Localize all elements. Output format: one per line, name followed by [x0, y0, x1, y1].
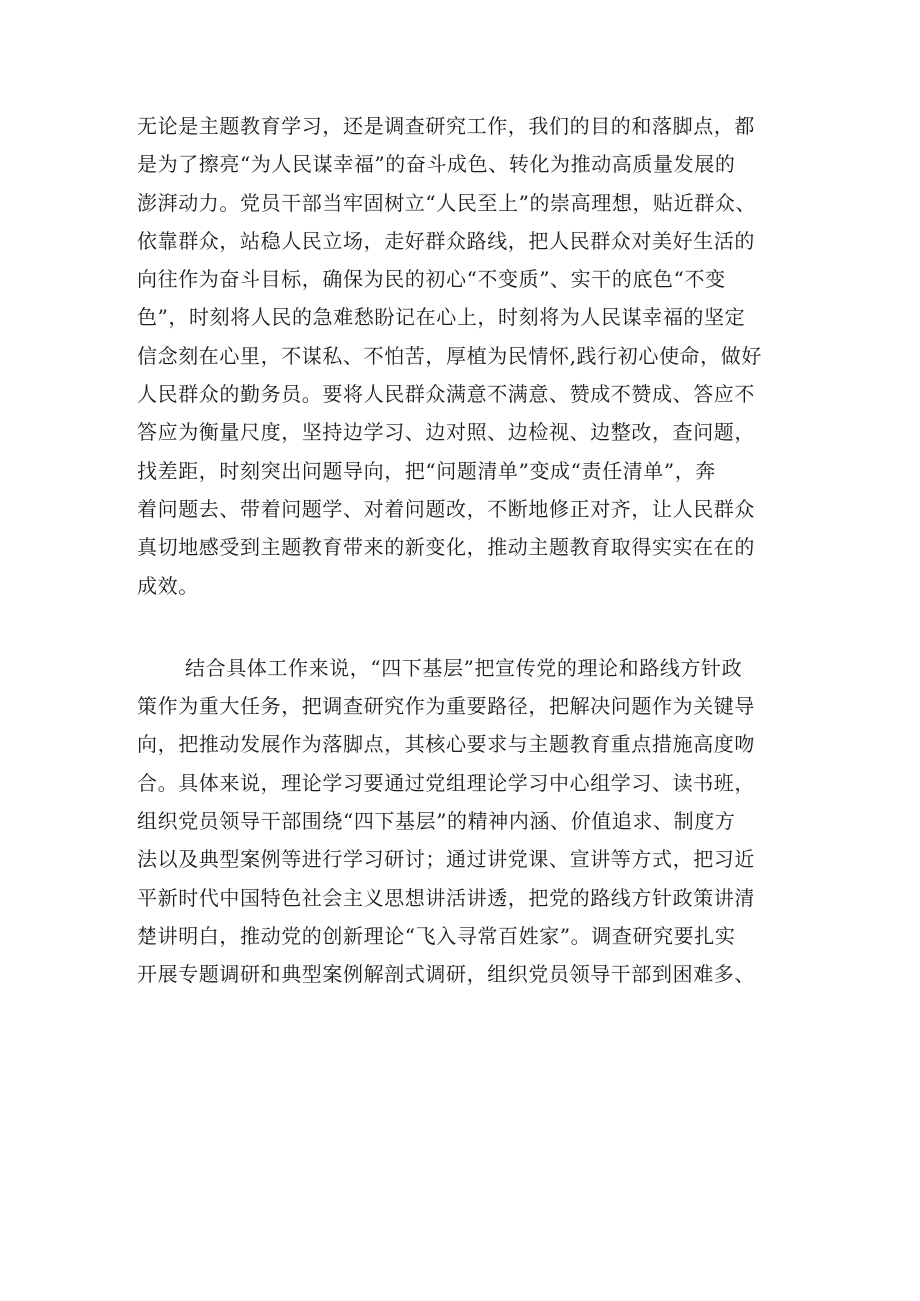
- paragraph-line: 找差距，时刻突出问题导向，把“问题清单”变成“责任清单”，奔: [137, 458, 716, 483]
- paragraph-line: 真切地感受到主题教育带来的新变化，推动主题教育取得实实在在的: [137, 535, 755, 560]
- paragraph-line: 色”，时刻将人民的急难愁盼记在心上，时刻将为人民谋幸福的坚定: [137, 305, 746, 330]
- paragraph-line: 向往作为奋斗目标，确保为民的初心“不变质”、实干的底色“不变: [137, 267, 726, 292]
- paragraph-line: 依靠群众，站稳人民立场，走好群众路线，把人民群众对美好生活的: [137, 228, 755, 253]
- paragraph-line: 组织党员领导干部围绕“四下基层”的精神内涵、价值追求、制度方: [137, 809, 736, 834]
- paragraph-line: 楚讲明白，推动党的创新理论“飞入寻常百姓家”。调查研究要扎实: [137, 923, 736, 948]
- paragraph-gap: [137, 605, 787, 649]
- paragraph-line: 合。具体来说，理论学习要通过党组理论学习中心组学习、读书班，: [137, 770, 755, 795]
- paragraph-line: 结合具体工作来说，“四下基层”把宣传党的理论和路线方针政: [185, 655, 743, 680]
- paragraph-line: 澎湃动力。党员干部当牢固树立“人民至上”的崇高理想，贴近群众、: [137, 190, 757, 215]
- paragraph-line: 开展专题调研和典型案例解剖式调研，组织党员领导干部到困难多、: [137, 962, 755, 987]
- paragraph-line: 是为了擦亮“为人民谋幸福”的奋斗成色、转化为推动高质量发展的: [137, 152, 736, 177]
- paragraph-line: 成效。: [137, 573, 199, 598]
- paragraph-2: [137, 649, 787, 994]
- paragraph-line: 答应为衡量尺度，坚持边学习、边对照、边检视、边整改，查问题，: [137, 420, 755, 445]
- paragraph-line: 无论是主题教育学习，还是调查研究工作，我们的目的和落脚点，都: [137, 114, 755, 138]
- document-body: [137, 107, 787, 994]
- paragraph-1: [137, 107, 787, 605]
- paragraph-line: 法以及典型案例等进行学习研讨；通过讲党课、宣讲等方式，把习近: [137, 847, 755, 872]
- paragraph-line: 着问题去、带着问题学、对着问题改，不断地修正对齐，让人民群众: [137, 496, 755, 521]
- paragraph-line: 信念刻在心里，不谋私、不怕苦，厚植为民情怀,践行初心使命，做好: [137, 343, 762, 368]
- paragraph-line: 平新时代中国特色社会主义思想讲活讲透，把党的路线方针政策讲清: [137, 885, 755, 910]
- paragraph-line: 向，把推动发展作为落脚点，其核心要求与主题教育重点措施高度吻: [137, 732, 755, 757]
- paragraph-line: 策作为重大任务，把调查研究作为重要路径，把解决问题作为关键导: [137, 694, 755, 719]
- paragraph-line: 人民群众的勤务员。要将人民群众满意不满意、赞成不赞成、答应不: [137, 382, 755, 407]
